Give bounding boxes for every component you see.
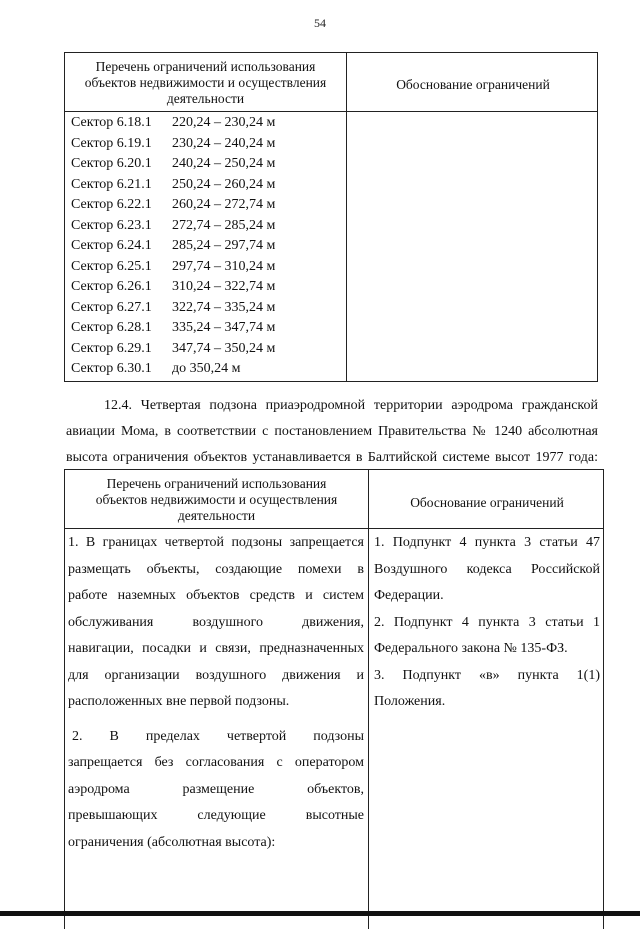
header-justification: Обоснование ограничений — [396, 77, 550, 92]
paragraph-line: высота ограничения объектов устанавливается в Балтийской системе высот 1977 года: — [66, 450, 598, 465]
sector-name: Сектор 6.22.1 — [71, 197, 152, 212]
table-row — [71, 216, 341, 237]
sector-name: Сектор 6.23.1 — [71, 217, 152, 233]
table-row — [71, 154, 341, 175]
table-row — [71, 318, 341, 339]
header-restrictions-list: Перечень ограничений использования объектов недвижимости и осуществления деятельности — [95, 476, 338, 523]
column-divider — [346, 53, 347, 381]
text-line: аэродрома размещение объектов, — [68, 781, 364, 797]
sector-name: Сектор 6.21.1 — [71, 176, 152, 192]
scan-edge — [0, 911, 640, 916]
height-range: 220,24 – 230,24 м — [172, 115, 276, 130]
sector-name: Сектор 6.27.1 — [71, 299, 152, 315]
text-line: 1. В границах четвертой подзоны запрещается — [68, 535, 364, 550]
sector-name: Сектор 6.28.1 — [71, 320, 152, 335]
text-line: расположенных вне первой подзоны. — [68, 694, 290, 709]
fourth-subzone-table — [64, 469, 604, 929]
section-12-4-paragraph — [66, 393, 598, 471]
sector-name: Сектор 6.18.1 — [71, 115, 152, 130]
text-line: навигации, посадки и связи, предназначенных — [68, 641, 364, 656]
restrictions-cell — [68, 530, 364, 856]
height-range: 230,24 – 240,24 м — [172, 135, 276, 151]
height-range: 260,24 – 272,74 м — [172, 197, 276, 212]
height-range: 297,74 – 310,24 м — [172, 258, 276, 274]
table-row — [71, 236, 341, 257]
text-line: работе наземных объектов средств и систем — [68, 588, 364, 603]
height-range: 335,24 – 347,74 м — [172, 320, 276, 335]
text-line: запрещается без согласования с оператором — [68, 755, 364, 770]
text-line: 1. Подпункт 4 пункта 3 статьи 47 — [374, 535, 600, 550]
paragraph-line: авиации Мома, в соответствии с постановлением Правительства № 1240 абсолютная — [66, 424, 598, 439]
header-justification: Обоснование ограничений — [410, 495, 564, 510]
text-line: Положения. — [374, 694, 446, 709]
sector-name: Сектор 6.26.1 — [71, 279, 152, 294]
table-row — [71, 359, 341, 380]
sector-name: Сектор 6.25.1 — [71, 258, 152, 274]
height-range: 285,24 – 297,74 м — [172, 238, 276, 253]
table-row — [71, 195, 341, 216]
text-line: 2. В пределах четвертой подзоны — [72, 728, 364, 744]
sector-name: Сектор 6.19.1 — [71, 135, 152, 151]
table-row — [71, 339, 341, 360]
table-row — [71, 175, 341, 196]
text-line: превышающих следующие высотные — [68, 808, 364, 823]
table-row — [71, 257, 341, 278]
table-row — [71, 298, 341, 319]
header-restrictions-list: Перечень ограничений использования объектов недвижимости и осуществления деятельности — [84, 59, 327, 106]
text-line: Федерации. — [374, 588, 444, 603]
justification-cell — [374, 530, 600, 716]
sector-name: Сектор 6.24.1 — [71, 238, 152, 253]
height-range: до 350,24 м — [172, 361, 241, 376]
sector-heights-table — [64, 52, 598, 382]
text-line: обслуживания воздушного движения, — [68, 614, 364, 630]
height-range: 240,24 – 250,24 м — [172, 156, 276, 171]
text-line: ограничения (абсолютная высота): — [68, 834, 276, 850]
table-row — [71, 277, 341, 298]
header-divider — [65, 528, 603, 529]
sector-name: Сектор 6.29.1 — [71, 340, 152, 356]
height-range: 310,24 – 322,74 м — [172, 279, 276, 294]
sector-rows — [71, 113, 341, 380]
text-line: Воздушного кодекса Российской — [374, 561, 600, 577]
paragraph-line: 12.4. Четвертая подзона приаэродромной территории аэродрома гражданской — [104, 398, 598, 413]
header-divider — [65, 111, 597, 112]
table-row — [71, 134, 341, 155]
height-range: 347,74 – 350,24 м — [172, 340, 276, 356]
height-range: 250,24 – 260,24 м — [172, 176, 276, 192]
text-line: размещать объекты, создающие помехи в — [68, 561, 364, 577]
text-line: 2. Подпункт 4 пункта 3 статьи 1 — [374, 614, 600, 630]
height-range: 322,74 – 335,24 м — [172, 299, 276, 315]
text-line: для организации воздушного движения и — [68, 667, 364, 683]
text-line: Федерального закона № 135-ФЗ. — [374, 641, 568, 656]
sector-name: Сектор 6.30.1 — [71, 361, 152, 376]
table-row — [71, 113, 341, 134]
sector-name: Сектор 6.20.1 — [71, 156, 152, 171]
height-range: 272,74 – 285,24 м — [172, 217, 276, 233]
column-divider — [368, 470, 369, 929]
text-line: 3. Подпункт «в» пункта 1(1) — [374, 667, 600, 683]
page-number: 54 — [314, 16, 326, 30]
